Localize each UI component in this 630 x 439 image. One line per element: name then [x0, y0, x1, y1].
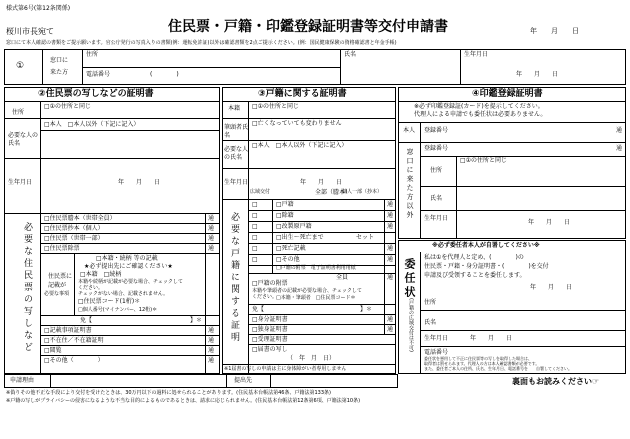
applicant-birth-label: 生年月日	[464, 51, 489, 58]
s2-item-1[interactable]: □住民票抄本（個人）	[44, 225, 104, 232]
s4-note-2: 代理人による申請でも委任状は必要ありません。	[414, 111, 547, 118]
reason-label: 申請理由	[10, 377, 35, 384]
s3-honseki-label: 本籍	[228, 105, 241, 112]
s3-item-0[interactable]: □戸籍	[276, 201, 294, 208]
s4-birth-label: 生年月日	[424, 215, 449, 222]
applicant-phone-field[interactable]: ( )	[150, 71, 179, 78]
proxy-line-1: 私は①を代理人と定め、( )の	[424, 254, 524, 261]
id-notice: 窓口にて本人確認の書類をご提示願います。官公庁発行の写真入りの書類(例：運転免許証)以外は確認書類を2点ご提示ください。(例：国民健康保険の資格確認書と年金手帳)	[6, 40, 397, 46]
proxy-birth-field[interactable]: 年 月 日	[470, 335, 513, 342]
s3-fuhyo-option[interactable]: □戸籍の附票	[252, 280, 288, 287]
recipient-label: 提出先	[234, 377, 253, 384]
s2-self-checkbox[interactable]: □本人 □本人以外（下記に記入）	[44, 121, 140, 128]
proxy-address-label: 住所	[424, 299, 437, 306]
proxy-vertical-sub: (戸籍の広域交付は不可)	[408, 298, 414, 352]
s2-sub-option[interactable]: □本籍 □続柄	[80, 271, 122, 278]
s2-code-checkbox[interactable]: □住民票コード(1桁)＊	[78, 298, 141, 305]
proxy-notice: ※必ず委任者本人が自署してください※	[432, 242, 540, 249]
s2-sub-title[interactable]: □本籍・続柄 等の記載	[96, 255, 158, 262]
s3-jyuri[interactable]: □受理証明書	[252, 336, 288, 343]
s3-vertical-label: 必要な戸籍に関する証明	[229, 212, 239, 344]
recipient-field[interactable]	[272, 375, 396, 387]
s3-same-address-checkbox[interactable]: □①の住所と同じ	[252, 103, 300, 110]
proxy-date[interactable]: 年 月 日	[530, 284, 573, 291]
s2-birth-field[interactable]: 年 月 日	[118, 179, 161, 186]
applicant-label-2: 来た方	[50, 69, 69, 76]
s3-fuhyo-option-2[interactable]: □本籍・筆頭者 □住民票コード＊	[276, 295, 356, 301]
s3-item-5[interactable]: □その他	[276, 256, 300, 263]
proxy-birth-label: 生年月日	[424, 335, 449, 342]
applicant-number: ①	[16, 61, 25, 71]
s3-hdr-kojin: 個人一部（抄本）	[342, 189, 383, 195]
section-3-title: ③戸籍に関する証明書	[258, 89, 347, 99]
s2-need-name-label: 必要な人の氏名	[8, 132, 39, 147]
s2-same-address-checkbox[interactable]: □①の住所と同じ	[44, 103, 92, 110]
section-4-title: ④印鑑登録証明書	[472, 89, 543, 99]
proxy-name-label: 氏名	[424, 319, 437, 326]
s4-address-label: 住所	[430, 167, 443, 174]
s3-birth-label: 生年月日	[224, 179, 249, 186]
s2-item-2[interactable]: □住民票（世帯一部）	[44, 235, 104, 242]
s2-need-name-field[interactable]	[42, 132, 218, 154]
s2-fuzai[interactable]: □不在住／不在籍証明	[44, 337, 104, 344]
s3-footnote: ※1届書の写しの申請は主に身体障がい者専用しません	[224, 366, 347, 372]
form-number: 様式第6号(第12条関係)	[6, 5, 71, 12]
s4-same-address-checkbox[interactable]: □①の住所と同じ	[460, 157, 508, 164]
s3-koiki-3[interactable]: □	[252, 234, 258, 241]
s2-men-bracket[interactable]: 免【	[80, 317, 93, 324]
page-title: 住民票・戸籍・印鑑登録証明書等交付申請書	[168, 19, 448, 35]
s3-koiki-5[interactable]: □	[252, 256, 258, 263]
applicant-address-field[interactable]	[100, 51, 338, 65]
s2-sub-left-3: 必要な事項	[44, 291, 70, 297]
s3-fuhyo[interactable]: □戸籍の附票 電子証明書利用用紙	[276, 265, 356, 271]
application-date: 年 月 日	[530, 27, 579, 35]
s3-koiki-4[interactable]: □	[252, 245, 258, 252]
legal-note-1: ※偽りその他不正な手段により交付を受けたときは、30万円以下の過料に処せられることがあります。(住民基本台帳法第46条、戸籍法第133条)	[6, 390, 331, 396]
s3-item-2[interactable]: □改製原戸籍	[276, 223, 312, 230]
s3-item-4[interactable]: □死亡記載	[276, 245, 306, 252]
s2-vertical-label: 必要な住民票の写しなど	[22, 222, 32, 354]
s3-koiki-2[interactable]: □	[252, 223, 258, 230]
applicant-phone-label: 電話番号	[86, 71, 111, 78]
proxy-line-2: 住民票・戸籍・身分証明書・( )を交付	[424, 263, 549, 270]
s2-menkyo[interactable]: □記載事項証明書	[44, 327, 92, 334]
s3-dead-checkbox[interactable]: □亡くなっていても変わりません	[252, 120, 342, 127]
s3-item-1[interactable]: □除籍	[276, 212, 294, 219]
s3-hittou-label: 筆頭者氏名	[224, 124, 249, 139]
s3-koiki-1[interactable]: □	[252, 212, 258, 219]
proxy-line-3: 申請及び受領することを委任します。	[424, 272, 526, 279]
s3-dokushin[interactable]: □独身証明書	[252, 326, 288, 333]
s4-self-label: 本人	[403, 127, 416, 134]
s4-reg-no2-label: 登録番号	[424, 145, 449, 152]
s3-item-3[interactable]: □出生～死亡まで	[276, 234, 324, 241]
reason-field[interactable]	[52, 375, 224, 387]
s3-hdr-zenbu: 全部（謄本）	[315, 189, 352, 196]
s4-reg-no-label: 登録番号	[424, 127, 449, 134]
s2-address-label: 住所	[12, 109, 25, 116]
s2-etsuran[interactable]: □閲覧	[44, 347, 62, 354]
s3-need-name-label: 必要な人の氏名	[224, 146, 249, 161]
s2-other[interactable]: □その他（ ）	[44, 357, 104, 364]
s3-mibun[interactable]: □身分証明書	[252, 316, 288, 323]
s3-self-checkbox[interactable]: □本人 □本人以外（下記に記入）	[252, 142, 348, 149]
s2-item-3[interactable]: □住民票除票	[44, 245, 80, 252]
applicant-address-label: 住所	[86, 51, 99, 58]
s2-sub-note: ★必ず提出先にご確認ください★	[84, 263, 173, 270]
proxy-vertical-title: 委任状	[403, 258, 416, 300]
s4-window-vertical: 窓口に来た方以外	[406, 148, 414, 220]
s3-todoke[interactable]: □届書の写し	[252, 346, 288, 353]
s3-men-bracket[interactable]: 免【	[252, 306, 265, 313]
s3-koiki-0[interactable]: □	[252, 201, 258, 208]
s3-hdr-koiki: 広域交付	[250, 189, 271, 195]
applicant-birth-field[interactable]: 年 月 日	[516, 71, 559, 78]
s4-note-1: ※必ず印鑑登録証(カード)を提示してください。	[414, 103, 544, 110]
s3-todoke-date[interactable]: （ 年 月 日）	[287, 355, 336, 362]
s4-birth-field[interactable]: 年 月 日	[528, 219, 571, 226]
s2-mynumber-checkbox[interactable]: □個人番号(マイナンバー、12桁)＊	[78, 307, 158, 313]
s2-birth-label: 生年月日	[8, 179, 33, 186]
s4-reg-no-field[interactable]	[462, 124, 612, 138]
s2-item-0[interactable]: □住民票謄本（世帯全員）	[44, 215, 116, 222]
applicant-name-field[interactable]	[344, 60, 458, 83]
applicant-label-1: 窓口に	[50, 57, 69, 64]
applicant-name-label: 氏名	[344, 51, 357, 58]
s3-birth-field[interactable]: 年 月 日	[300, 179, 343, 186]
s4-name-label: 氏名	[430, 195, 443, 202]
legal-note-2: ※戸籍の写しがプライバシーの侵害になるような不当な目的によるものであるときは、請求に応じられません。(住民基本台帳法第12条第6項、戸籍法第10条)	[6, 398, 361, 404]
addressee: 桜川市長宛て	[6, 27, 54, 36]
s2-sub-left-1: 住民票に	[48, 273, 73, 280]
s2-sub-left-2: 記載が	[48, 282, 67, 289]
section-2-title: ②住民票の写しなどの証明書	[38, 89, 154, 99]
proxy-phone-label: 電話番号	[424, 349, 449, 356]
back-notice: 裏面もお読みください☞	[512, 377, 600, 386]
